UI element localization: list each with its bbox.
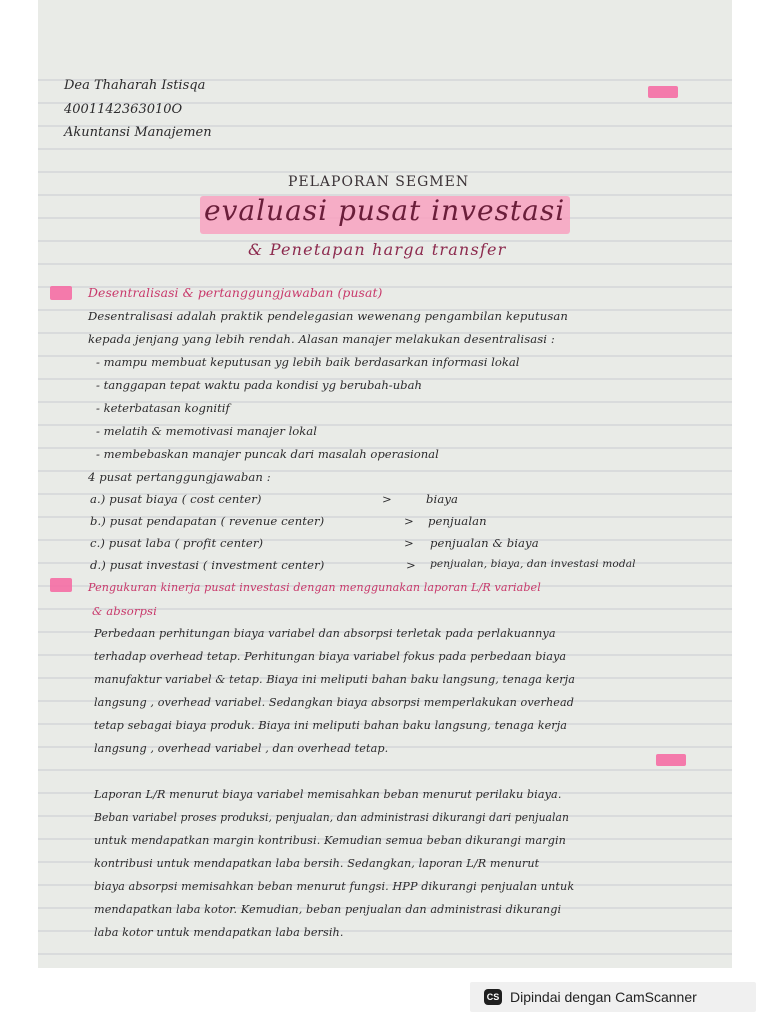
- paragraph-2-line: untuk mendapatkan margin kontribusi. Kemudian semua beban dikurangi margin: [94, 834, 566, 847]
- paragraph-1-line: terhadap overhead tetap. Perhitungan biaya variabel fokus pada perbedaan biaya: [94, 650, 567, 663]
- author-name: Dea Thaharah Istisqa: [64, 78, 206, 93]
- paragraph-1-line: manufaktur variabel & tetap. Biaya ini meliputi bahan baku langsung, tenaga kerja: [94, 673, 576, 686]
- reason-item: - keterbatasan kognitif: [96, 401, 230, 415]
- section-1-intro-line: Desentralisasi adalah praktik pendelegasian wewenang pengambilan keputusan: [88, 309, 568, 323]
- reason-item: - mampu membuat keputusan yg lebih baik berdasarkan informasi lokal: [96, 355, 520, 369]
- paragraph-2-line: laba kotor untuk mendapatkan laba bersih.: [94, 926, 344, 939]
- arrow-icon: >: [404, 536, 414, 550]
- reason-item: - membebaskan manajer puncak dari masalah operasional: [96, 447, 439, 461]
- arrow-icon: >: [404, 514, 414, 528]
- paragraph-2-line: kontribusi untuk mendapatkan laba bersih. Sedangkan, laporan L/R menurut: [94, 857, 540, 870]
- section-2-heading-line: Pengukuran kinerja pusat investasi dengan menggunakan laporan L/R variabel: [88, 581, 541, 594]
- paragraph-1-line: Perbedaan perhitungan biaya variabel dan absorpsi terletak pada perlakuannya: [94, 627, 556, 640]
- title-line-1: PELAPORAN SEGMEN: [288, 174, 470, 190]
- notebook-page: [38, 0, 732, 968]
- arrow-icon: >: [382, 492, 392, 506]
- reason-item: - melatih & memotivasi manajer lokal: [96, 424, 317, 438]
- paragraph-1-line: langsung , overhead variabel , dan overhead tetap.: [94, 742, 389, 755]
- center-result: biaya: [426, 492, 459, 506]
- section-1-heading: Desentralisasi & pertanggungjawaban (pusat): [88, 285, 383, 300]
- student-id: 4001142363010O: [64, 102, 183, 117]
- watermark-text: Dipindai dengan CamScanner: [510, 989, 697, 1005]
- centers-heading: 4 pusat pertanggungjawaban :: [88, 470, 271, 484]
- paragraph-1-line: tetap sebagai biaya produk. Biaya ini meliputi bahan baku langsung, tenaga kerja: [94, 719, 568, 732]
- section-2-heading-line: & absorpsi: [92, 604, 157, 618]
- title-line-2: evaluasi pusat investasi: [204, 194, 566, 227]
- pink-tab-marker: [50, 286, 72, 300]
- reason-item: - tanggapan tepat waktu pada kondisi yg berubah-ubah: [96, 378, 422, 392]
- pink-tab-marker: [656, 754, 686, 766]
- pink-tab-marker: [50, 578, 72, 592]
- center-result: penjualan, biaya, dan investasi modal: [430, 558, 636, 570]
- paragraph-2-line: Beban variabel proses produksi, penjualan, dan administrasi dikurangi dari penjualan: [94, 811, 569, 824]
- center-label: d.) pusat investasi ( investment center): [90, 558, 325, 572]
- section-1-intro-line: kepada jenjang yang lebih rendah. Alasan manajer melakukan desentralisasi :: [88, 332, 555, 346]
- camscanner-logo-icon: CS: [484, 989, 502, 1005]
- paragraph-2-line: mendapatkan laba kotor. Kemudian, beban penjualan dan administrasi dikurangi: [94, 903, 562, 916]
- title-line-3: & Penetapan harga transfer: [248, 240, 507, 259]
- center-label: c.) pusat laba ( profit center): [90, 536, 264, 550]
- paragraph-2-line: Laporan L/R menurut biaya variabel memisahkan beban menurut perilaku biaya.: [94, 788, 562, 801]
- arrow-icon: >: [406, 558, 416, 572]
- paragraph-2-line: biaya absorpsi memisahkan beban menurut fungsi. HPP dikurangi penjualan untuk: [94, 880, 575, 893]
- pink-tab-marker: [648, 86, 678, 98]
- center-label: b.) pusat pendapatan ( revenue center): [90, 514, 325, 528]
- course-name: Akuntansi Manajemen: [64, 125, 212, 140]
- camscanner-watermark: [470, 982, 756, 1012]
- center-result: penjualan & biaya: [430, 536, 539, 550]
- paragraph-1-line: langsung , overhead variabel. Sedangkan biaya absorpsi memperlakukan overhead: [94, 696, 575, 709]
- center-label: a.) pusat biaya ( cost center): [90, 492, 262, 506]
- center-result: penjualan: [428, 514, 487, 528]
